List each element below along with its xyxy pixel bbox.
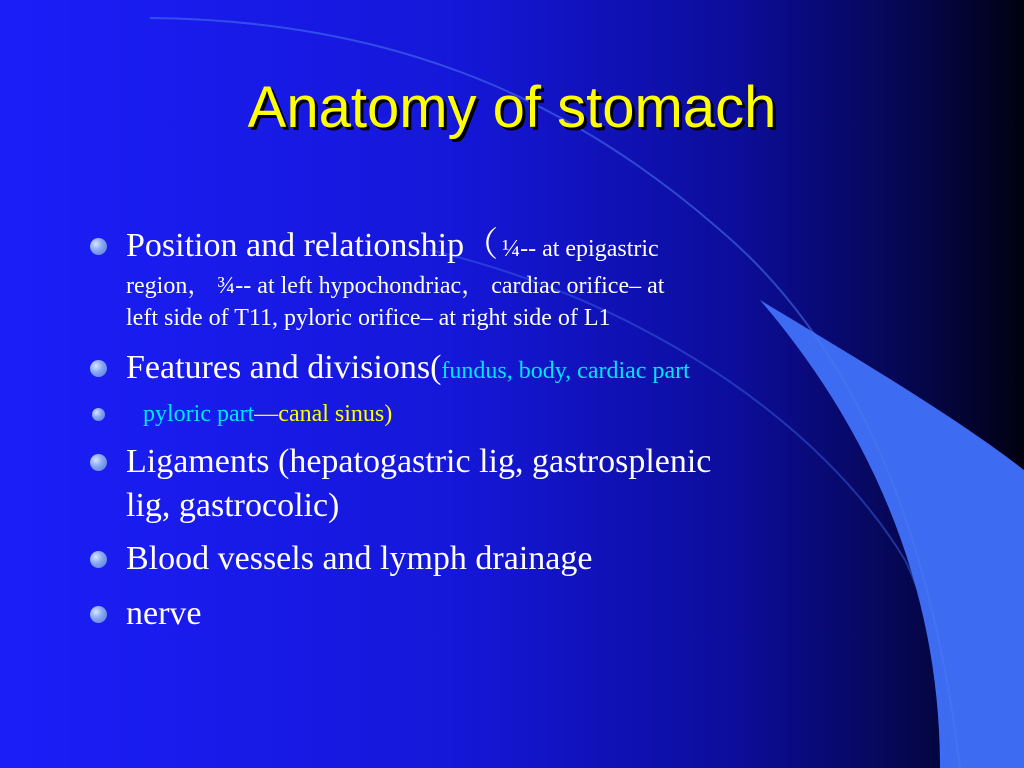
bullet-features-parts: fundus, body, cardiac part [441,358,690,384]
bullet-position-line3: left side of T11, pyloric orifice– at right side of L1 [126,305,611,331]
pyloric-part-label: pyloric part [143,401,255,427]
pyloric-subparts: canal sinus) [278,401,393,427]
bullet-icon [90,360,107,377]
bullet-ligaments-line1: Ligaments (hepatogastric lig, gastrosplenic [126,443,712,480]
bullet-icon [92,408,105,421]
bullet-pyloric [143,398,392,430]
pyloric-dash: — [254,401,279,427]
bullet-icon [90,454,107,471]
bullet-position-lead: Position and relationship（ [126,227,499,264]
bullet-icon [90,606,107,623]
bullet-nerve: nerve [126,595,202,632]
slide-title: Anatomy of stomach [247,75,777,140]
bullet-icon [90,551,107,568]
bullet-blood-vessels: Blood vessels and lymph drainage [126,540,593,577]
bullet-position-detail-1: ¼-- at epigastric [502,236,659,262]
bullet-position-line2: region， ¾-- at left hypochondriac， cardiac orifice– at [126,273,665,299]
bullet-features [126,346,690,390]
bullet-icon [90,238,107,255]
bullet-position-line1 [126,224,659,268]
bullet-features-lead: Features and divisions( [126,349,442,386]
bullet-ligaments-line2: lig, gastrocolic) [126,487,340,524]
